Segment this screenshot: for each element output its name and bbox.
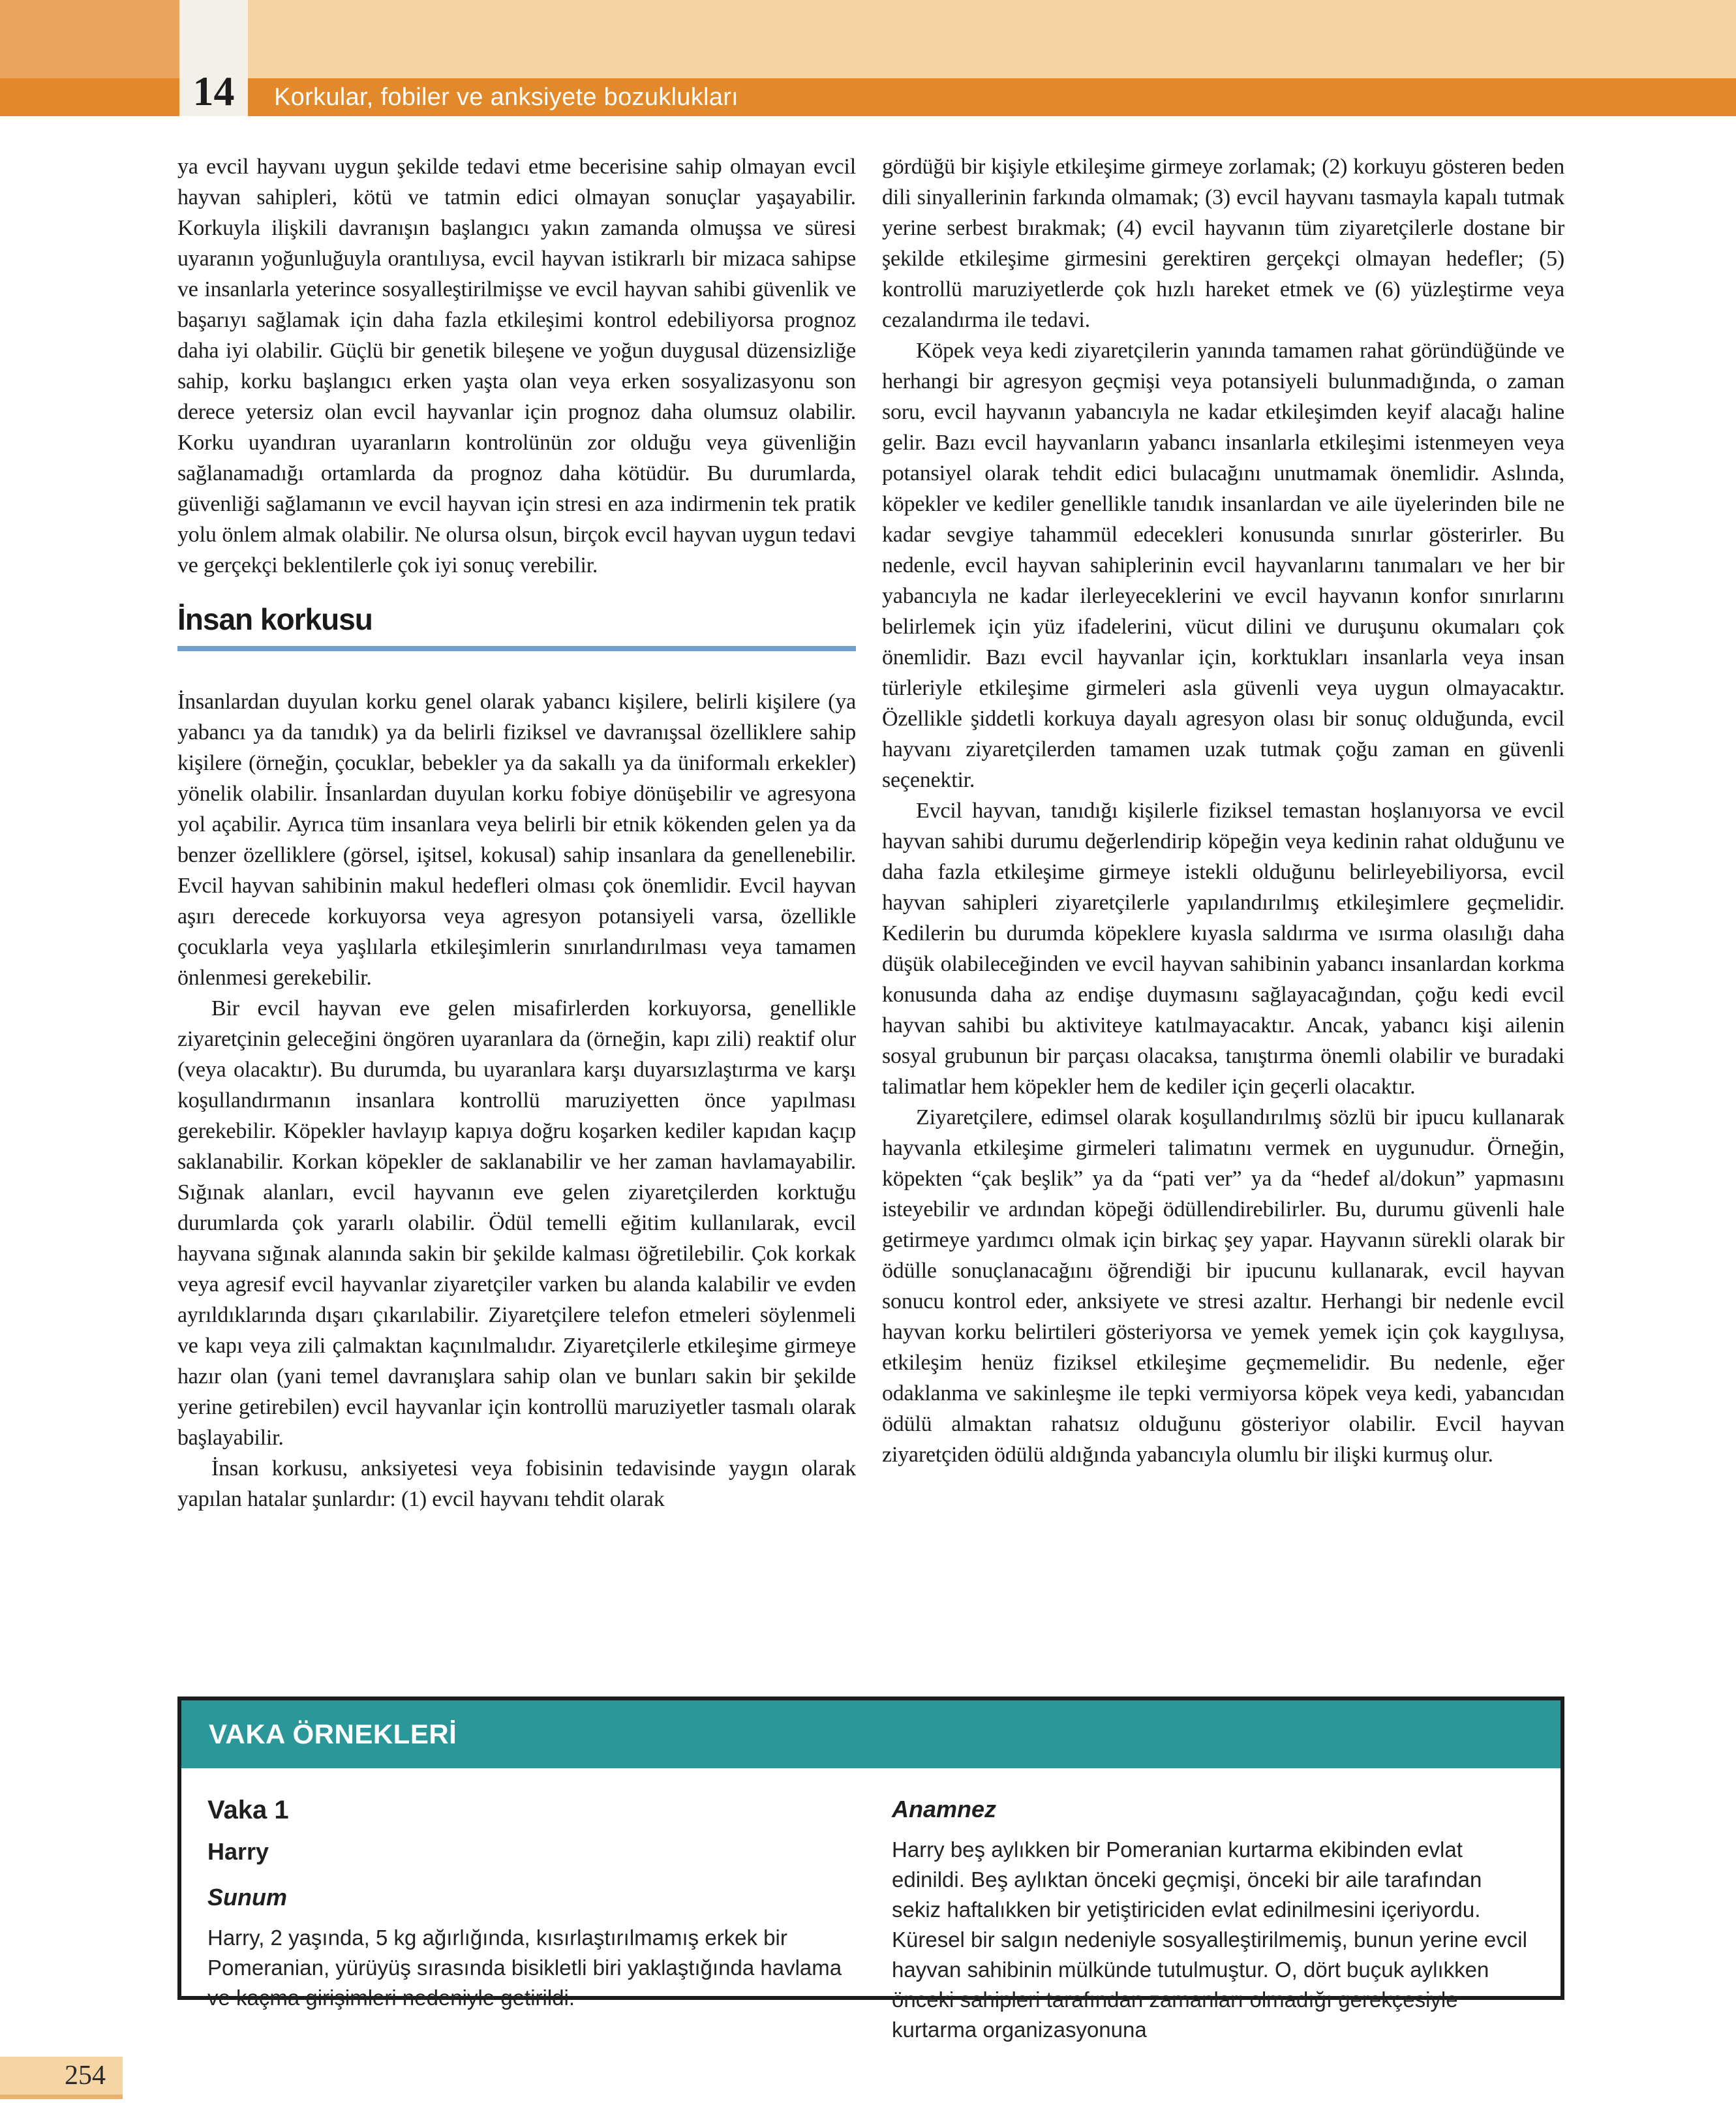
- text-column-right: [882, 151, 1564, 1678]
- heading-rule: [177, 646, 856, 651]
- presentation-heading: Sunum: [207, 1884, 287, 1911]
- case-box-title: VAKA ÖRNEKLERİ: [209, 1719, 457, 1749]
- chapter-title-band: [0, 78, 1736, 116]
- case-examples-box: [177, 1696, 1564, 2042]
- chapter-number: 14: [192, 68, 235, 114]
- case-pet-name: Harry: [207, 1838, 269, 1865]
- case-box-header: [181, 1700, 1561, 1768]
- paragraph: Köpek veya kedi ziyaretçilerin yanında tamamen rahat göründüğünde ve herhangi bir agresyon geçmişi veya potansiyeli bulunmadığında, o zaman soru, evcil hayvanın yabancıyla ne kadar etkileşimden keyif alacağı haline gelir. Bazı evcil hayvanların yabancı insanlarla etkileşimi istenmeyen veya potansiyel olarak tehdit edici bulacağını unutmamak önemlidir. Aslında, köpekler ve kediler genellikle tanıdık insanlardan ve aile üyelerinden bile ne kadar sevgiye tahammül edecekleri konusunda sınırlar gösterirler. Bu nedenle, evcil hayvan sahiplerinin evcil hayvanlarını tanımaları ve her bir yabancıyla ne kadar ilerleyeceklerini ve evcil hayvanın konfor sınırlarını belirlemek için yüz ifadelerini, vücut dilini ve duruşunu okumaları çok önemlidir. Bazı evcil hayvanlar için, korktukları insanlarla veya insan türleriyle etkileşime girmeleri asla güvenli veya uygun olmayacaktır. Özellikle şiddetli korkuya dayalı agresyon olası bir sonuç olduğunda, evcil hayvanı ziyaretçilerden tamamen uzak tutmak çoğu zaman en güvenli seçenektir.: [882, 339, 1564, 792]
- history-text: Harry beş aylıkken bir Pomeranian kurtarma ekibinden evlat edinildi. Beş aylıktan önceki geçmişi, önceki bir aile tarafından sekiz haftalıkken bir yetiştiriciden evlat edinilmesini içeriyordu. Küresel bir salgın nedeniyle sosyalleştirilmemiş, bunun yerine evcil hayvan sahibinin mülkünde tutulmuştur. O, dört buçuk aylıkken önceki sahipleri tarafından zamanları olmadığı gerekçesiyle kurtarma organizasyonuna: [892, 1837, 1527, 2042]
- presentation-text: Harry, 2 yaşında, 5 kg ağırlığında, kısırlaştırılmamış erkek bir Pomeranian, yürüyüş sırasında bisikletli biri yaklaştığında havlama ve kaçma girişimleri nedeniyle getirildi.: [207, 1926, 842, 2010]
- chapter-title: Korkular, fobiler ve anksiyete bozuklukları: [274, 83, 739, 111]
- header-orange-block-left: [0, 0, 179, 78]
- text-column-left: [177, 151, 856, 1678]
- case-column-presentation: [207, 1768, 850, 2045]
- case-number-heading: Vaka 1: [207, 1796, 289, 1824]
- section-heading: İnsan korkusu: [177, 602, 373, 636]
- paragraph: Ziyaretçilere, edimsel olarak koşullandırılmış sözlü bir ipucu kullanarak hayvanla etkileşime girmeleri talimatını vermek en uygunudur. Örneğin, köpekten “çak beşlik” ya da “pati ver” ya da “hedef al/dokun” yapmasını isteyebilir ve ardından köpeği ödüllendirebilirler. Bu, durumu güvenli hale getirmeye yardımcı olmak için birkaç şey yapar. Hayvanın sürekli olarak bir ödülle sonuçlanacağını öğrendiği bir ipucunu kullanarak, evcil hayvan sonucu kontrol eder, anksiyete ve stresi azaltır. Herhangi bir nedenle evcil hayvan korku belirtileri gösteriyorsa ve yemek yemek için çok kaygılıysa, etkileşim henüz fiziksel etkileşime geçmemelidir. Bu nedenle, eğer odaklanma ve sakinleşme ile tepki vermiyorsa köpek veya kedi, yabancıdan ödülü almaktan rahatsız olduğunu gösteriyor olabilir. Evcil hayvan ziyaretçiden ödülü aldığında yabancıyla olumlu bir ilişki kurmuş olur.: [882, 1105, 1564, 1467]
- case-column-history: [892, 1768, 1534, 2045]
- page-number-badge: [0, 2057, 123, 2099]
- chapter-number-tab: [179, 0, 248, 116]
- paragraph: Evcil hayvan, tanıdığı kişilerle fiziksel temastan hoşlanıyorsa ve evcil hayvan sahibi durumu değerlendirip köpeğin veya kedinin rahat olduğunu ve daha fazla etkileşime girmeye istekli olduğunu belirleyebiliyorsa, evcil hayvan sahipleri ziyaretçilerle yapılandırılmış etkileşimlere geçmelidir. Kedilerin bu durumda köpeklere kıyasla saldırma ve ısırma olasılığı daha düşük olabileceğinden ve evcil hayvan sahibinin yabancı insanlardan korkma konusunda daha az endişe duymasını sağlayacağından, çoğu kedi evcil hayvan sahibi bu aktiviteye katılmayacaktır. Ancak, yabancı kişi ailenin sosyal grubunun bir parçası olacaksa, tanıştırma önemli olabilir ve buradaki talimatlar hem köpekler hem de kediler için geçerli olacaktır.: [882, 799, 1564, 1099]
- paragraph: İnsan korkusu, anksiyetesi veya fobisinin tedavisinde yaygın olarak yapılan hatalar şunlardır: (1) evcil hayvanı tehdit olarak: [177, 1456, 856, 1511]
- paragraph: Bir evcil hayvan eve gelen misafirlerden korkuyorsa, genellikle ziyaretçinin geleceğini öngören uyaranlara da (örneğin, kapı zili) reaktif olur (veya olacaktır). Bu durumda, bu uyaranlara karşı duyarsızlaştırma ve karşı koşullandırmanın insanlara kontrollü maruziyetten önce yapılması gerekebilir. Köpekler havlayıp kapıya doğru koşarken kediler kapıdan kaçıp saklanabilir. Korkan köpekler de saklanabilir ve her zaman havlamayabilir. Sığınak alanları, evcil hayvanın eve gelen ziyaretçilerden korktuğu durumlarda çok yararlı olabilir. Ödül temelli eğitim kullanılarak, evcil hayvana sığınak alanında sakin bir şekilde kalması öğretilebilir. Çok korkak veya agresif evcil hayvanlar ziyaretçiler varken bu alanda kalabilir ve evden ayrıldıklarında dışarı çıkarılabilir. Ziyaretçilere telefon etmeleri söylenmeli ve kapı veya zili çalmaktan kaçınılmalıdır. Ziyaretçilerle etkileşime girmeye hazır olan (yani temel davranışlara sahip olan ve bunları sakin bir şekilde yerine getirebilen) evcil hayvanlar için kontrollü maruziyetler tasmalı olarak başlayabilir.: [177, 996, 856, 1450]
- page-number: 254: [65, 2061, 106, 2091]
- header-orange-block-right: [248, 0, 1736, 78]
- history-heading: Anamnez: [892, 1796, 997, 1822]
- paragraph: ya evcil hayvanı uygun şekilde tedavi etme becerisine sahip olmayan evcil hayvan sahipleri, kötü ve tatmin edici olmayan sonuçlar yaşayabilir. Korkuyla ilişkili davranışın başlangıcı yakın zamanda olmuşsa ve süresi uyaranın yoğunluğuyla orantılıysa, evcil hayvan istikrarlı bir mizaca sahipse ve insanlarla yeterince sosyalleştirilmişse ve evcil hayvan sahibi güvenlik ve başarıyı sağlamak için daha fazla etkileşimi kontrol edebiliyorsa prognoz daha iyi olabilir. Güçlü bir genetik bileşene ve yoğun duygusal düzensizliğe sahip, korku başlangıcı erken yaşta olan veya erken sosyalizasyonu son derece yetersiz olan evcil hayvanlar için prognoz daha olumsuz olabilir. Korku uyandıran uyaranların kontrolünün zor olduğu veya güvenliğin sağlanamadığı ortamlarda da prognoz daha kötüdür. Bu durumlarda, güvenliği sağlamanın ve evcil hayvan için stresi en aza indirmenin tek pratik yolu önlem almak olabilir. Ne olursa olsun, birçok evcil hayvan uygun tedavi ve gerçekçi beklentilerle çok iyi sonuç verebilir.: [177, 155, 856, 577]
- paragraph: gördüğü bir kişiyle etkileşime girmeye zorlamak; (2) korkuyu gösteren beden dili sinyallerinin farkında olmamak; (3) evcil hayvanı tasmayla kapalı tutmak yerine serbest bırakmak; (4) evcil hayvanın tüm ziyaretçilerle dostane bir şekilde etkileşime girmesini gerektiren gerçekçi olmayan hedefler; (5) kontrollü maruziyetlerde çok hızlı hareket etmek ve (6) yüzleştirme veya cezalandırma ile tedavi.: [882, 155, 1564, 332]
- paragraph: İnsanlardan duyulan korku genel olarak yabancı kişilere, belirli kişilere (ya yabancı ya da tanıdık) ya da belirli fiziksel ve davranışsal özelliklere sahip kişilere (örneğin, çocuklar, bebekler ya da sakallı ya da üniformalı erkekler) yönelik olabilir. İnsanlardan duyulan korku fobiye dönüşebilir ve agresyona yol açabilir. Ayrıca tüm insanlara veya belirli bir etnik kökenden gelen ya da benzer özelliklere (görsel, işitsel, kokusal) sahip insanlara da genellenebilir. Evcil hayvan sahibinin makul hedefleri olması çok önemlidir. Evcil hayvan aşırı derecede korkuyorsa veya agresyon potansiyeli varsa, özellikle çocuklarla veya yaşlılarla etkileşimlerin sınırlandırılması veya tamamen önlenmesi gerekebilir.: [177, 690, 856, 990]
- case-box-body: [181, 1768, 1561, 2045]
